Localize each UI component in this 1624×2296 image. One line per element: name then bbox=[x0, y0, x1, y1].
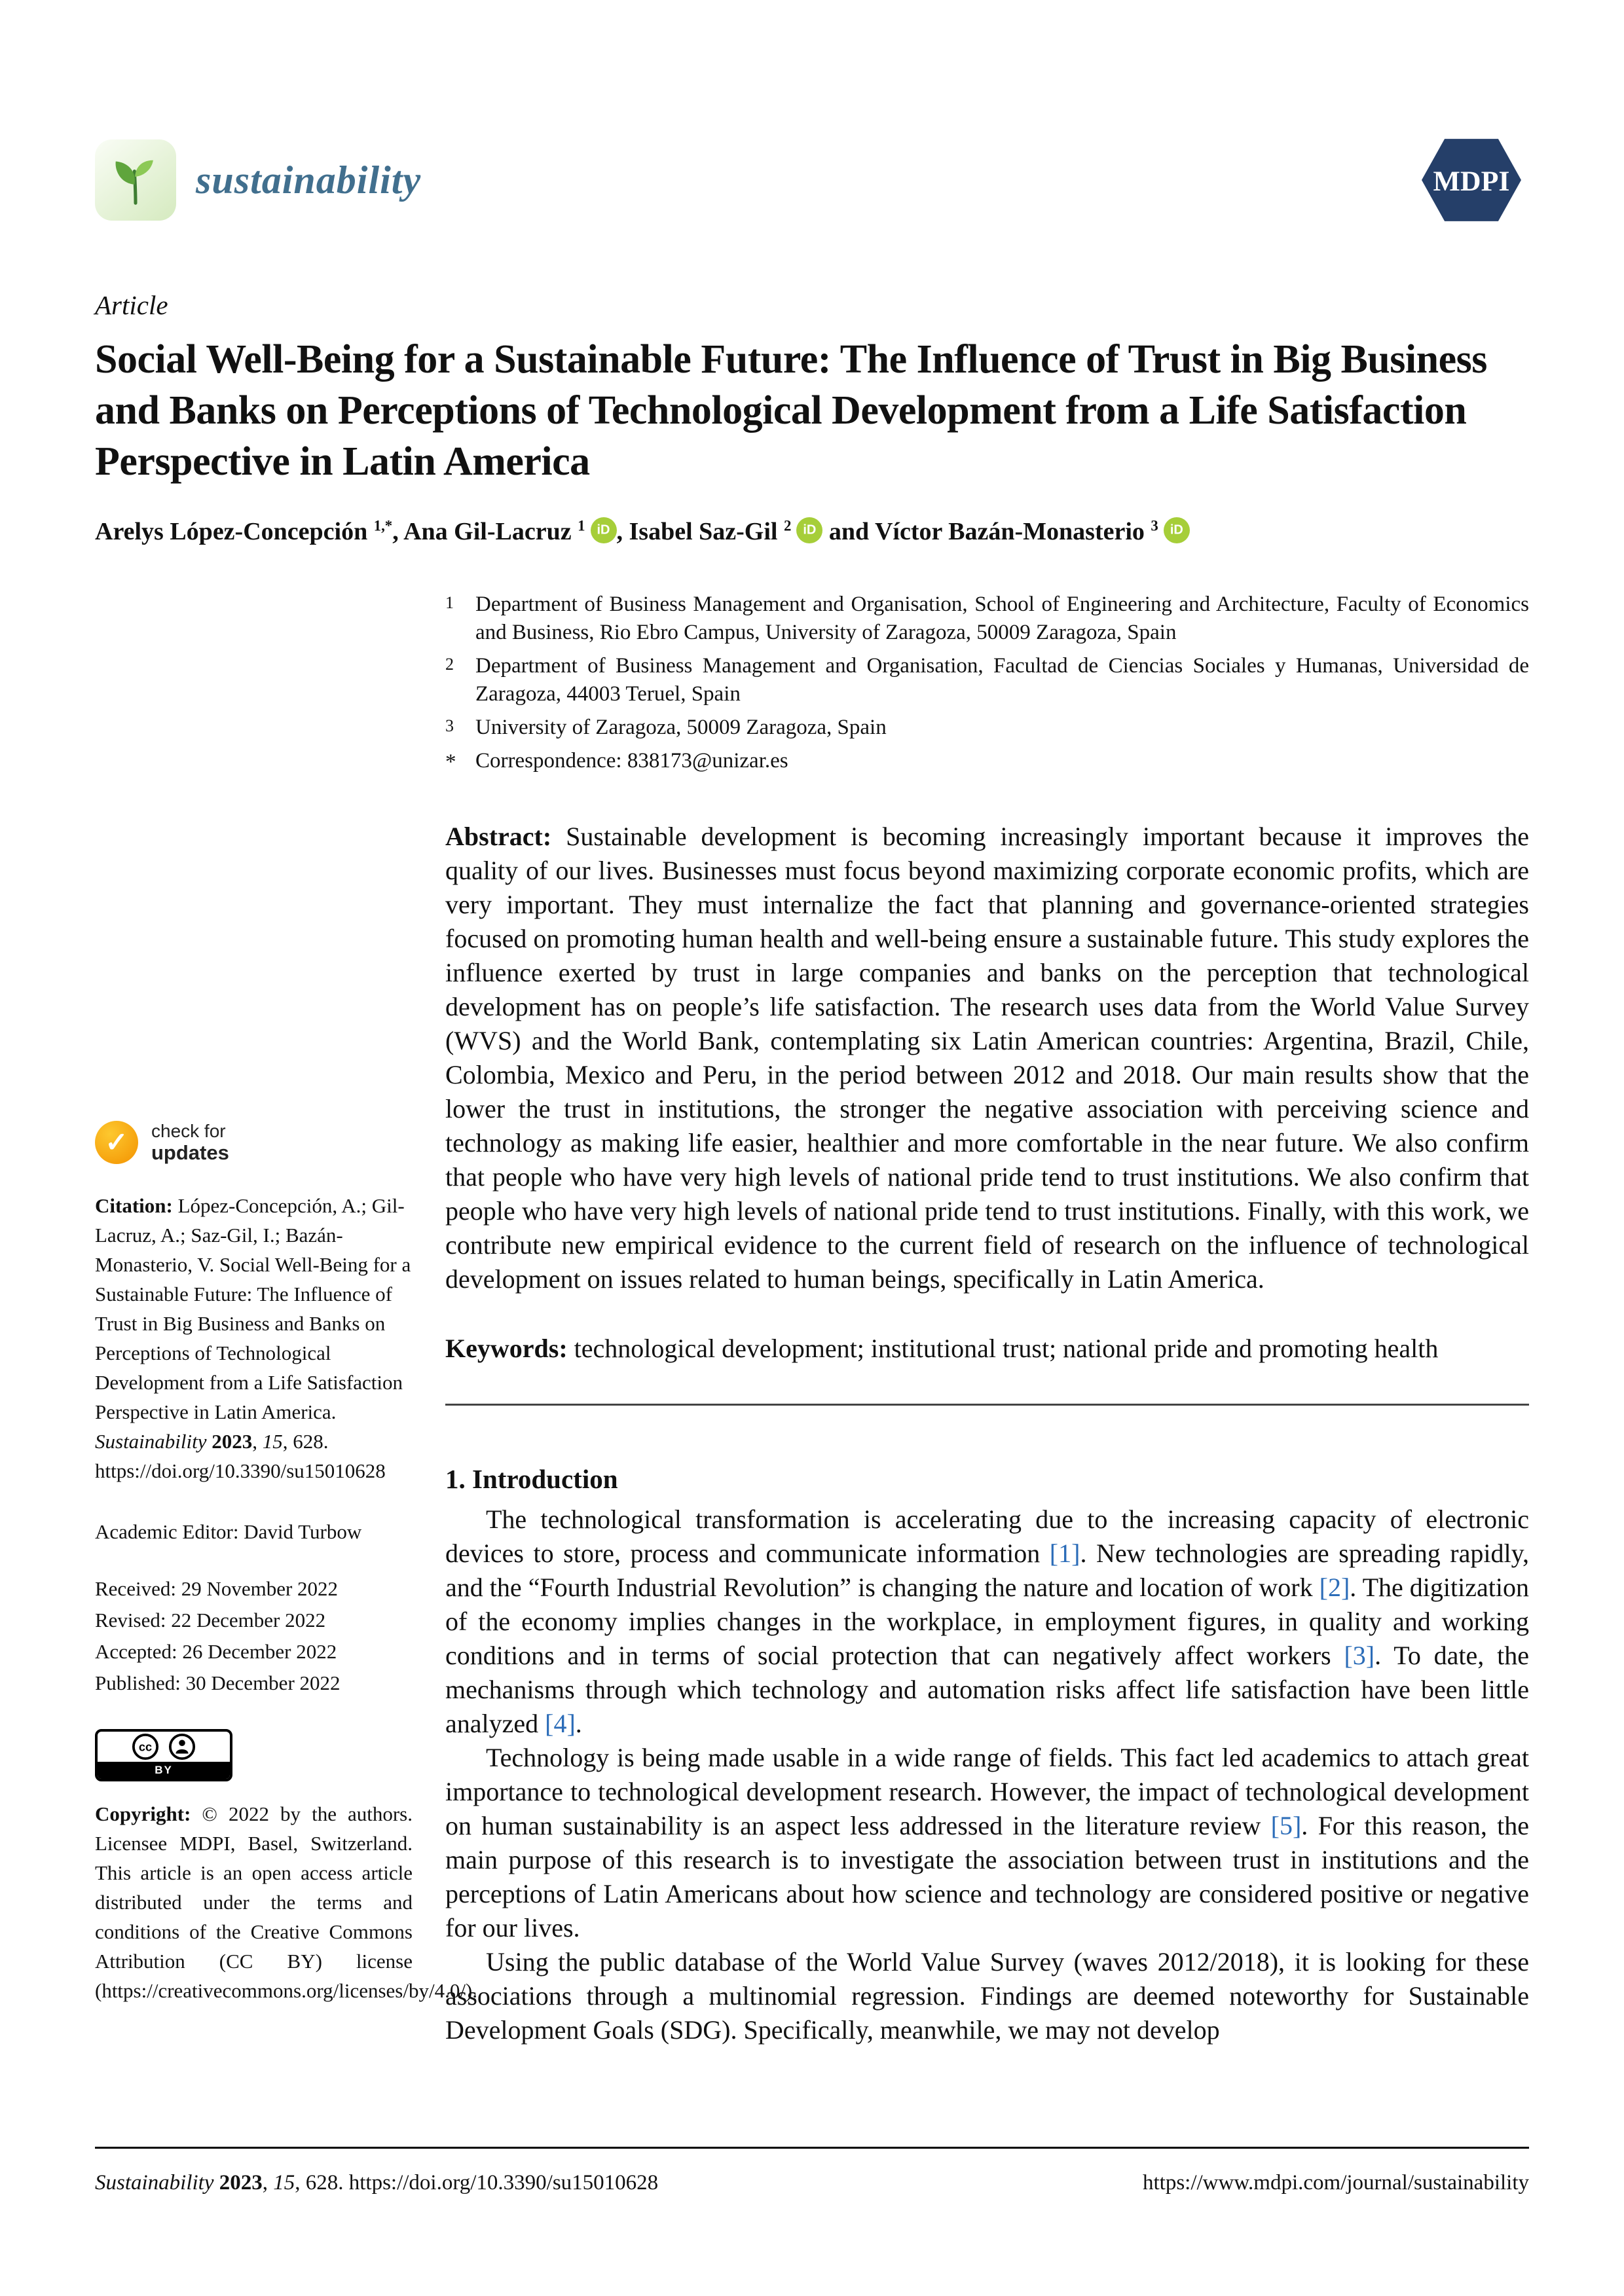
text-segment: Víctor Bazán-Monasterio bbox=[874, 518, 1151, 546]
check-for-updates-line2: updates bbox=[151, 1140, 229, 1164]
leaf-icon bbox=[108, 153, 163, 208]
affiliation-row bbox=[445, 652, 1529, 708]
orcid-icon[interactable] bbox=[591, 517, 617, 543]
text-segment: . For this reason, the main purpose of this research is to investigate the association between trust in institutions and the perceptions of Latin Americans about how science and technology are considered positive or negative for our lives. bbox=[445, 1810, 1529, 1942]
article-type-label: Article bbox=[95, 290, 168, 320]
text-segment: . New technologies are spreading rapidly, and the “Fourth Industrial Revolution” is changing the nature and location of work bbox=[445, 1538, 1529, 1602]
article-title: Social Well-Being for a Sustainable Future: The Influence of Trust in Big Business and Banks on Perceptions of Technological Development from a Life Satisfaction Perspective in Latin America bbox=[95, 337, 1487, 484]
content-grid bbox=[95, 591, 1529, 2047]
text-segment: 2023 bbox=[212, 1429, 253, 1453]
text-segment: 2023 bbox=[219, 2171, 263, 2195]
text-segment: Sustainability bbox=[95, 1429, 212, 1453]
text-segment: Copyright: bbox=[95, 1802, 202, 1825]
citation-ref[interactable]: [2] bbox=[1319, 1572, 1350, 1602]
text-segment: , bbox=[392, 518, 404, 546]
text-segment: , 628. bbox=[295, 2171, 349, 2195]
intro-paragraph bbox=[445, 1945, 1529, 2047]
text-segment: Abstract: bbox=[445, 821, 566, 851]
received-date: Received: 29 November 2022 bbox=[95, 1576, 339, 1600]
text-segment: The technological transformation is accelerating due to the increasing capacity of electronic devices to store, process and communicate information bbox=[445, 1504, 1529, 1568]
text-segment: 15 bbox=[262, 1429, 283, 1453]
citation-ref[interactable]: [3] bbox=[1344, 1640, 1375, 1670]
text-segment: 2 bbox=[783, 517, 792, 534]
keywords bbox=[445, 1332, 1529, 1366]
affiliations bbox=[445, 591, 1529, 776]
footer-rule bbox=[95, 2147, 1529, 2149]
text-segment: Department of Business Management and Organisation, Facultad de Ciencias Sociales y Humanas, Universidad de Zaragoza, 44003 Teruel, Spain bbox=[475, 654, 1529, 706]
text-segment: Technology is being made usable in a wide range of fields. This fact led academics to attach great importance to technological development research. However, the impact of technological development on human sustainability is an aspect less addressed in the literature review bbox=[445, 1742, 1529, 1840]
text-segment: Isabel Saz-Gil bbox=[629, 518, 784, 546]
check-for-updates-badge[interactable] bbox=[95, 1121, 229, 1164]
authors-line bbox=[95, 517, 1529, 546]
text-segment: Using the public database of the World Value Survey (waves 2012/2018), it is looking for these associations through a multinomial regression. Findings are deemed noteworthy for Sustainable Development Goals (SDG). Specifically, meanwhile, we may not develop bbox=[445, 1946, 1529, 2045]
cc-icons bbox=[98, 1732, 230, 1762]
text-segment: Arelys López-Concepción bbox=[95, 518, 374, 546]
text-segment: , bbox=[252, 1429, 263, 1453]
published-date: Published: 30 December 2022 bbox=[95, 1671, 341, 1694]
abstract bbox=[445, 820, 1529, 1296]
intro-paragraph bbox=[445, 1503, 1529, 1741]
citation-ref[interactable]: [5] bbox=[1270, 1810, 1302, 1840]
affiliation-text bbox=[475, 714, 1529, 742]
text-segment: Keywords: bbox=[445, 1333, 574, 1363]
affiliation-marker: 1 bbox=[445, 593, 454, 613]
cc-by-bar: BY bbox=[98, 1762, 230, 1779]
text-segment: Sustainable development is becoming increasingly important because it improves the quality of our lives. Businesses must focus beyond maximizing corporate economic profits, which are very important. They must internalize the fact that planning and governance-oriented strategies focused on promoting human health and well-being ensure a sustainable future. This study explores the influence exerted by trust in large companies and banks on the perception that technological development has on people’s life satisfaction. The research uses data from the World Value Survey (WVS) and the World Bank, contemplating six Latin American countries: Argentina, Brazil, Chile, Colombia, Mexico and Peru, in the period between 2012 and 2018. Our main results show that the lower the trust in institutions, the stronger the negative association with perceiving science and technology as making life easier, healthier and more comfortable in the near future. We also confirm that people who have very high levels of national pride tend to trust institutions. We also confirm that people who have very high levels of national pride tend to trust institutions. Finally, with this work, we contribute new empirical evidence to the current field of research on the influence of technological development on issues related to human beings, specifically in Latin America. bbox=[445, 821, 1529, 1294]
check-for-updates-line1: check for bbox=[151, 1121, 226, 1142]
check-for-updates-label bbox=[151, 1121, 229, 1164]
text-segment: © 2022 by the authors. Licensee MDPI, Basel, Switzerland. This article is an open access article distributed under the terms and conditions of the Creative Commons Attribution (CC BY) license (https://creativecommons.org/licenses/by/4.0/). bbox=[95, 1802, 478, 2002]
correspondence-email[interactable]: 838173@unizar.es bbox=[627, 748, 788, 773]
sustainability-logo[interactable] bbox=[95, 139, 421, 221]
person-icon bbox=[168, 1733, 196, 1760]
svg-text:cc: cc bbox=[138, 1740, 153, 1754]
mdpi-logo[interactable] bbox=[1414, 130, 1529, 230]
text-segment: 1,* bbox=[373, 517, 393, 534]
text-segment: and bbox=[822, 518, 875, 546]
correspondence-marker: * bbox=[445, 750, 456, 774]
text-segment: University of Zaragoza, 50009 Zaragoza, Spain bbox=[475, 715, 887, 739]
masthead bbox=[95, 131, 1529, 229]
affiliation-row bbox=[445, 591, 1529, 647]
sidebar bbox=[95, 591, 478, 2047]
revised-date: Revised: 22 December 2022 bbox=[95, 1608, 326, 1631]
text-segment: Department of Business Management and Organisation, School of Engineering and Architecture, Faculty of Economics and Business, Rio Ebro Campus, University of Zaragoza, 50009 Zaragoza, Spain bbox=[475, 592, 1529, 645]
section-title-introduction: 1. Introduction bbox=[445, 1463, 618, 1494]
copyright-block bbox=[95, 1800, 478, 2006]
accepted-date: Accepted: 26 December 2022 bbox=[95, 1639, 337, 1663]
text-segment: 1 bbox=[578, 517, 585, 534]
citation-ref[interactable]: [4] bbox=[545, 1708, 576, 1738]
orcid-icon[interactable] bbox=[796, 517, 822, 543]
citation-ref[interactable]: [1] bbox=[1049, 1538, 1080, 1568]
cc-icon bbox=[132, 1733, 159, 1760]
affiliation-row bbox=[445, 714, 1529, 742]
intro-paragraph bbox=[445, 1741, 1529, 1945]
affiliation-marker: 2 bbox=[445, 655, 454, 674]
text-segment: 3 bbox=[1151, 517, 1158, 534]
text-segment: Correspondence: bbox=[475, 748, 627, 773]
mdpi-logo-text: MDPI bbox=[1433, 166, 1510, 198]
text-segment: . To date, the mechanisms through which technology and automation risks affect life satisfaction have been little analyzed bbox=[445, 1640, 1530, 1738]
text-segment: López-Concepción, A.; Gil-Lacruz, A.; Saz-Gil, I.; Bazán-Monasterio, V. Social Well-Being for a Sustainable Future: The Influence of Trust in Big Business and Banks on Perceptions of Technological Development from a Life Satisfaction Perspective in Latin America. bbox=[95, 1194, 411, 1423]
affiliation-text bbox=[475, 652, 1529, 708]
footer-doi-link[interactable]: https://doi.org/10.3390/su15010628 bbox=[348, 2171, 659, 2195]
correspondence-row bbox=[445, 747, 1529, 776]
orcid-icon[interactable] bbox=[1164, 517, 1190, 543]
footer-journal-url[interactable]: https://www.mdpi.com/journal/sustainability bbox=[1143, 2171, 1529, 2195]
text-segment: Ana Gil-Lacruz bbox=[403, 518, 578, 546]
main-column bbox=[445, 591, 1529, 2047]
text-segment: 15 bbox=[273, 2171, 295, 2195]
correspondence-text bbox=[475, 747, 1529, 776]
divider-rule bbox=[445, 1404, 1529, 1406]
page-footer bbox=[95, 2147, 1529, 2195]
text-segment: , bbox=[616, 518, 629, 546]
checkmark-icon: ✓ bbox=[95, 1121, 138, 1164]
journal-name: sustainability bbox=[196, 158, 422, 202]
text-segment: . bbox=[575, 1708, 582, 1738]
text-segment: . The digitization of the economy implies changes in the workplace, in employment figures, in quality and working conditions and in terms of social protection that can negatively affect workers bbox=[445, 1572, 1529, 1670]
footer-citation bbox=[95, 2171, 658, 2195]
affiliation-marker: 3 bbox=[445, 716, 454, 735]
academic-editor: Academic Editor: David Turbow bbox=[95, 1520, 362, 1543]
affiliation-text bbox=[475, 591, 1529, 647]
text-segment: Sustainability bbox=[95, 2171, 219, 2195]
text-segment: , 628. https://doi.org/10.3390/su15010628 bbox=[95, 1429, 386, 1482]
text-segment: Citation: bbox=[95, 1194, 178, 1218]
history-dates bbox=[95, 1573, 413, 1699]
citation-block bbox=[95, 1192, 413, 1485]
text-segment: technological development; institutional trust; national pride and promoting health bbox=[574, 1333, 1439, 1363]
cc-by-license-badge[interactable] bbox=[95, 1729, 232, 1781]
sustainability-logo-tile bbox=[95, 139, 176, 221]
text-segment: , bbox=[262, 2171, 274, 2195]
